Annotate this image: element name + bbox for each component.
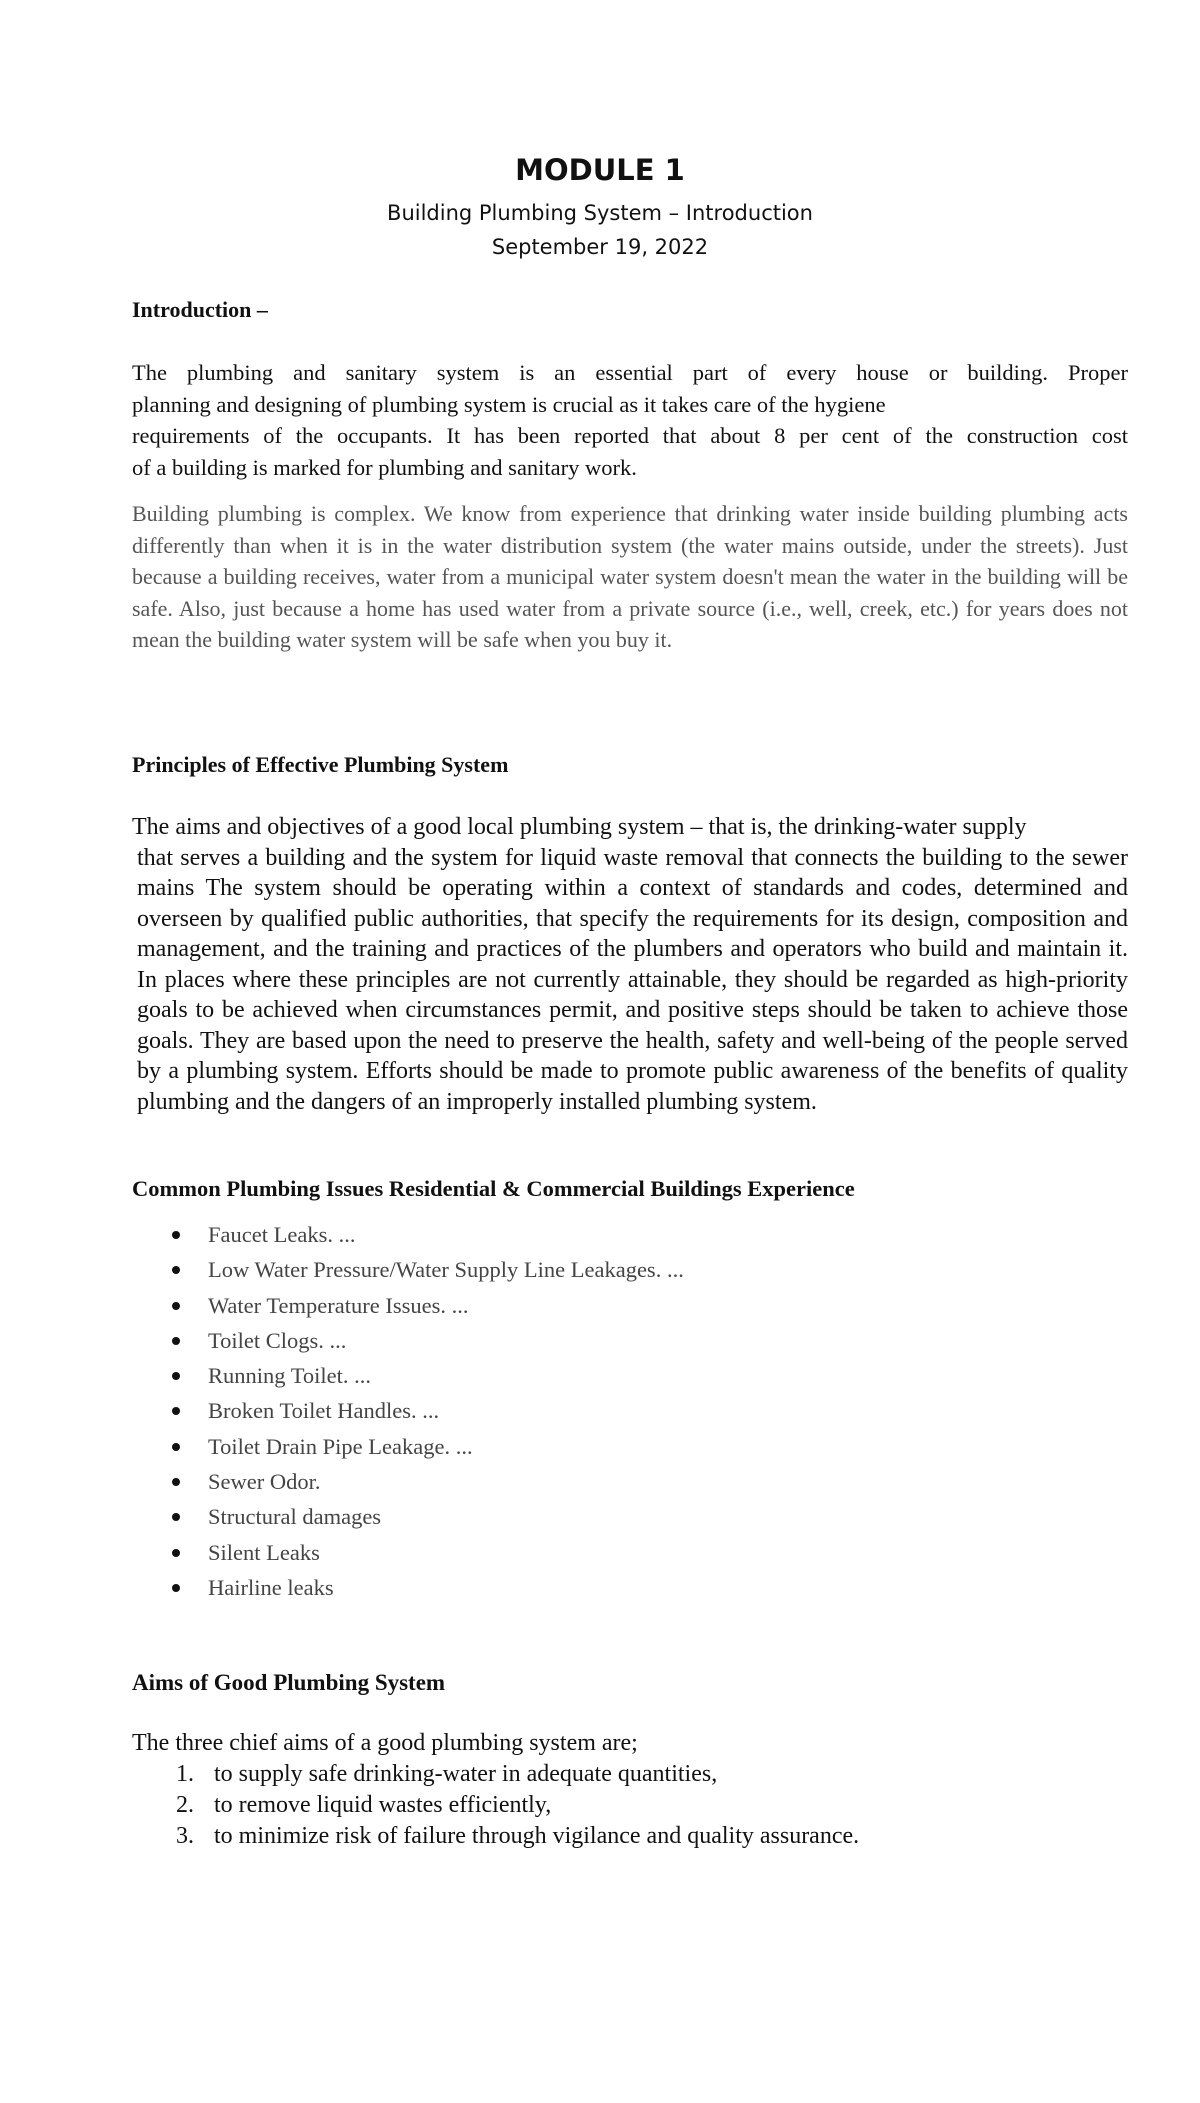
intro-line-3: requirements of the occupants. It has been reported that about 8 per cent of the construction cost	[132, 423, 1128, 448]
bullet-icon	[172, 1337, 180, 1345]
intro-line-2: planning and designing of plumbing system is crucial as it takes care of the hygiene	[132, 391, 886, 417]
list-item: Toilet Drain Pipe Leakage. ...	[168, 1429, 684, 1464]
list-item: Silent Leaks	[168, 1535, 684, 1570]
bullet-icon	[172, 1231, 180, 1239]
bullet-icon	[172, 1584, 180, 1592]
list-item: Toilet Clogs. ...	[168, 1323, 684, 1358]
principles-heading: Principles of Effective Plumbing System	[132, 752, 509, 777]
introduction-paragraph-2: Building plumbing is complex. We know from experience that drinking water inside building plumbing acts differently than when it is in the water distribution system (the water mains outside, under the streets). Just because a building receives, water from a municipal water system doesn't mean the water in the building will be safe. Also, just because a home has used water from a private source (i.e., well, creek, etc.) for years does not mean the building water system will be safe when you buy it.	[132, 501, 1128, 652]
introduction-paragraph-1	[132, 357, 1128, 483]
principles-paragraph	[132, 812, 1128, 1117]
bullet-icon	[172, 1513, 180, 1521]
list-item: Faucet Leaks. ...	[168, 1217, 684, 1252]
aims-list	[176, 1759, 859, 1852]
list-item: Broken Toilet Handles. ...	[168, 1393, 684, 1428]
list-item: Hairline leaks	[168, 1570, 684, 1605]
intro-line-4: of a building is marked for plumbing and sanitary work.	[132, 454, 637, 480]
bullet-icon	[172, 1302, 180, 1310]
bullet-icon	[172, 1407, 180, 1415]
principles-first-line: The aims and objectives of a good local plumbing system – that is, the drinking-water supply	[132, 814, 1027, 840]
principles-body: that serves a building and the system for liquid waste removal that connects the building to the sewer mains The system should be operating within a context of standards and codes, determined and overseen by qualified public authorities, that specify the requirements for its design, composition and management, and the training and practices of the plumbers and operators who build and maintain it. In places where these principles are not currently attainable, they should be regarded as high-priority goals to be achieved when circumstances permit, and positive steps should be taken to achieve those goals. They are based upon the need to preserve the health, safety and well-being of the people served by a plumbing system. Efforts should be made to promote public awareness of the benefits of quality plumbing and the dangers of an improperly installed plumbing system.	[137, 844, 1128, 1115]
intro-line-1: The plumbing and sanitary system is an essential part of every house or building. Proper	[132, 360, 1128, 385]
common-issues-heading: Common Plumbing Issues Residential & Commercial Buildings Experience	[132, 1176, 855, 1201]
list-item: 2. to remove liquid wastes efficiently,	[176, 1792, 552, 1818]
list-item: 1. to supply safe drinking-water in adequate quantities,	[176, 1761, 718, 1787]
list-item: Water Temperature Issues. ...	[168, 1288, 684, 1323]
common-issues-list	[168, 1217, 684, 1605]
list-item: Sewer Odor.	[168, 1464, 684, 1499]
bullet-icon	[172, 1443, 180, 1451]
list-item: 3. to minimize risk of failure through vigilance and quality assurance.	[176, 1823, 860, 1849]
aims-heading: Aims of Good Plumbing System	[132, 1670, 446, 1695]
introduction-heading: Introduction –	[132, 297, 268, 322]
module-subtitle: Building Plumbing System – Introduction	[387, 201, 813, 225]
list-item: Running Toilet. ...	[168, 1358, 684, 1393]
list-item: Structural damages	[168, 1499, 684, 1534]
module-date: September 19, 2022	[491, 235, 709, 259]
bullet-icon	[172, 1372, 180, 1380]
bullet-icon	[172, 1478, 180, 1486]
aims-intro: The three chief aims of a good plumbing system are;	[132, 1730, 638, 1756]
bullet-icon	[172, 1549, 180, 1557]
bullet-icon	[172, 1266, 180, 1274]
module-title: MODULE 1	[515, 153, 685, 187]
list-item: Low Water Pressure/Water Supply Line Leakages. ...	[168, 1252, 684, 1287]
